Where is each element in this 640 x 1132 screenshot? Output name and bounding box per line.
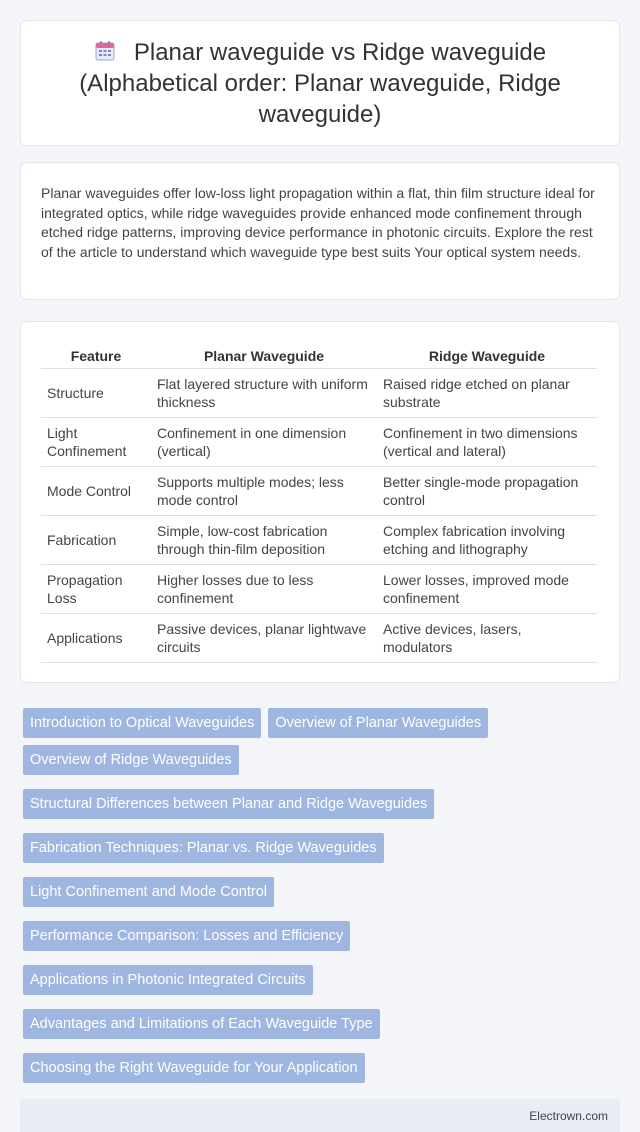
topic-link[interactable]: Advantages and Limitations of Each Waveguide Type xyxy=(23,1009,380,1039)
header-planar: Planar Waveguide xyxy=(151,342,377,368)
feature-cell: Structure xyxy=(41,368,151,417)
planar-cell: Passive devices, planar lightwave circuits xyxy=(151,613,377,662)
page-title-text: Planar waveguide vs Ridge waveguide (Alphabetical order: Planar waveguide, Ridge waveguide) xyxy=(79,38,561,128)
topic-link[interactable]: Choosing the Right Waveguide for Your Application xyxy=(23,1053,365,1083)
intro-card xyxy=(20,162,620,300)
ridge-cell: Lower losses, improved mode confinement xyxy=(377,564,597,613)
table-row xyxy=(41,613,597,662)
topic-links xyxy=(20,708,620,1083)
page-title xyxy=(51,37,589,130)
footer xyxy=(20,1099,620,1132)
ridge-cell: Complex fabrication involving etching and lithography xyxy=(377,515,597,564)
topic-link[interactable]: Structural Differences between Planar and Ridge Waveguides xyxy=(23,789,434,819)
ridge-cell: Active devices, lasers, modulators xyxy=(377,613,597,662)
planar-cell: Higher losses due to less confinement xyxy=(151,564,377,613)
topic-link[interactable]: Applications in Photonic Integrated Circuits xyxy=(23,965,313,995)
topic-link[interactable]: Performance Comparison: Losses and Efficiency xyxy=(23,921,350,951)
feature-cell: Mode Control xyxy=(41,466,151,515)
table-row xyxy=(41,564,597,613)
table-row xyxy=(41,417,597,466)
title-card xyxy=(20,20,620,146)
table-header-row xyxy=(41,342,597,368)
footer-site-link[interactable]: Electrown.com xyxy=(529,1108,608,1123)
feature-cell: Fabrication xyxy=(41,515,151,564)
feature-cell: Applications xyxy=(41,613,151,662)
planar-cell: Flat layered structure with uniform thickness xyxy=(151,368,377,417)
comparison-table-card xyxy=(20,321,620,683)
topic-link[interactable]: Light Confinement and Mode Control xyxy=(23,877,274,907)
ridge-cell: Raised ridge etched on planar substrate xyxy=(377,368,597,417)
table-row xyxy=(41,515,597,564)
planar-cell: Confinement in one dimension (vertical) xyxy=(151,417,377,466)
comparison-table xyxy=(41,342,597,663)
planar-cell: Simple, low-cost fabrication through thin-film deposition xyxy=(151,515,377,564)
intro-text: Planar waveguides offer low-loss light propagation within a flat, thin film structure ideal for integrated optics, while ridge waveguides provide enhanced mode confinement through etched ridge patterns, improving device performance in photonic circuits. Explore the rest of the article to understand which waveguide type best suits Your optical system needs. xyxy=(41,185,595,260)
feature-cell: Light Confinement xyxy=(41,417,151,466)
header-ridge: Ridge Waveguide xyxy=(377,342,597,368)
table-row xyxy=(41,466,597,515)
topic-link[interactable]: Overview of Ridge Waveguides xyxy=(23,745,239,775)
topic-link[interactable]: Overview of Planar Waveguides xyxy=(268,708,488,738)
ridge-cell: Better single-mode propagation control xyxy=(377,466,597,515)
planar-cell: Supports multiple modes; less mode control xyxy=(151,466,377,515)
ridge-cell: Confinement in two dimensions (vertical and lateral) xyxy=(377,417,597,466)
table-row xyxy=(41,368,597,417)
header-feature: Feature xyxy=(41,342,151,368)
feature-cell: Propagation Loss xyxy=(41,564,151,613)
topic-link[interactable]: Fabrication Techniques: Planar vs. Ridge Waveguides xyxy=(23,833,384,863)
calendar-icon xyxy=(94,40,116,62)
topic-link[interactable]: Introduction to Optical Waveguides xyxy=(23,708,261,738)
